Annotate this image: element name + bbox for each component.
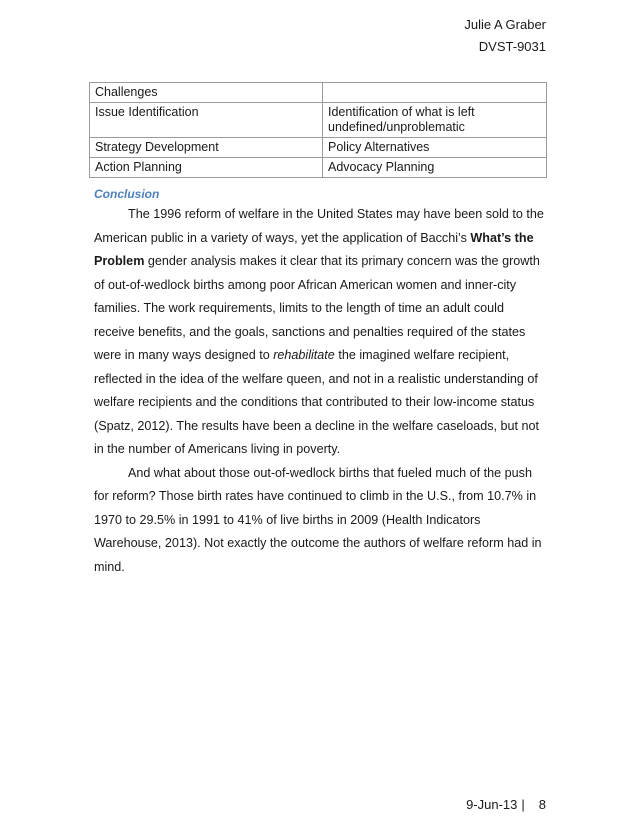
- paragraph-text: the imagined welfare recipient, reflected in the idea of the welfare queen, and not in a realistic understanding of welfare recipients and the conditions that contributed to their low-income status (Spatz, 2012). The results have been a decline in the welfare caseloads, but not in the number of Americans living in poverty.: [94, 348, 540, 456]
- italic-term: rehabilitate: [273, 348, 335, 362]
- author-name: Julie A Graber: [464, 17, 546, 32]
- footer-separator: |: [521, 797, 525, 812]
- bold-term: What’s the Problem: [94, 230, 534, 268]
- paragraph-text: gender analysis makes it clear that its primary concern was the growth of out-of-wedlock births among poor African American women and inner-city families. The work requirements, limits to the length of time an adult could receive benefits, and the goals, sanctions and penalties required of the states were in many ways designed to: [94, 254, 540, 362]
- footer-date: 9-Jun-13: [466, 797, 518, 812]
- paragraph: And what about those out-of-wedlock births that fueled much of the push for reform? Those birth rates have continued to climb in the U.S., from 10.7% in 1970 to 29.5% in 1991 to 41% of live births in 2009 (Health Indicators Warehouse, 2013). Not exactly the outcome the authors of welfare reform had in mind.: [94, 465, 542, 574]
- table-cell: Identification of what is left undefined/unproblematic: [323, 103, 547, 138]
- table-cell: Action Planning: [90, 158, 323, 178]
- table-cell: Advocacy Planning: [323, 158, 547, 178]
- page-header: [464, 14, 546, 58]
- table-row: [90, 103, 547, 138]
- conclusion-body: [94, 203, 544, 579]
- analysis-table: [89, 82, 547, 178]
- table-cell: Challenges: [90, 83, 323, 103]
- page-footer: [466, 797, 546, 812]
- page-number: 8: [538, 797, 546, 812]
- table-row: [90, 83, 547, 103]
- table-cell: Policy Alternatives: [323, 138, 547, 158]
- table-cell: Issue Identification: [90, 103, 323, 138]
- table-row: [90, 138, 547, 158]
- table-cell: Strategy Development: [90, 138, 323, 158]
- course-code: DVST-9031: [478, 39, 546, 54]
- paragraph: [94, 203, 544, 462]
- table-row: [90, 158, 547, 178]
- table-cell: [323, 83, 547, 103]
- paragraph-text: The 1996 reform of welfare in the United States may have been sold to the American public in a variety of ways, yet the application of Bacchi’s: [94, 207, 544, 245]
- section-heading: Conclusion: [94, 187, 160, 201]
